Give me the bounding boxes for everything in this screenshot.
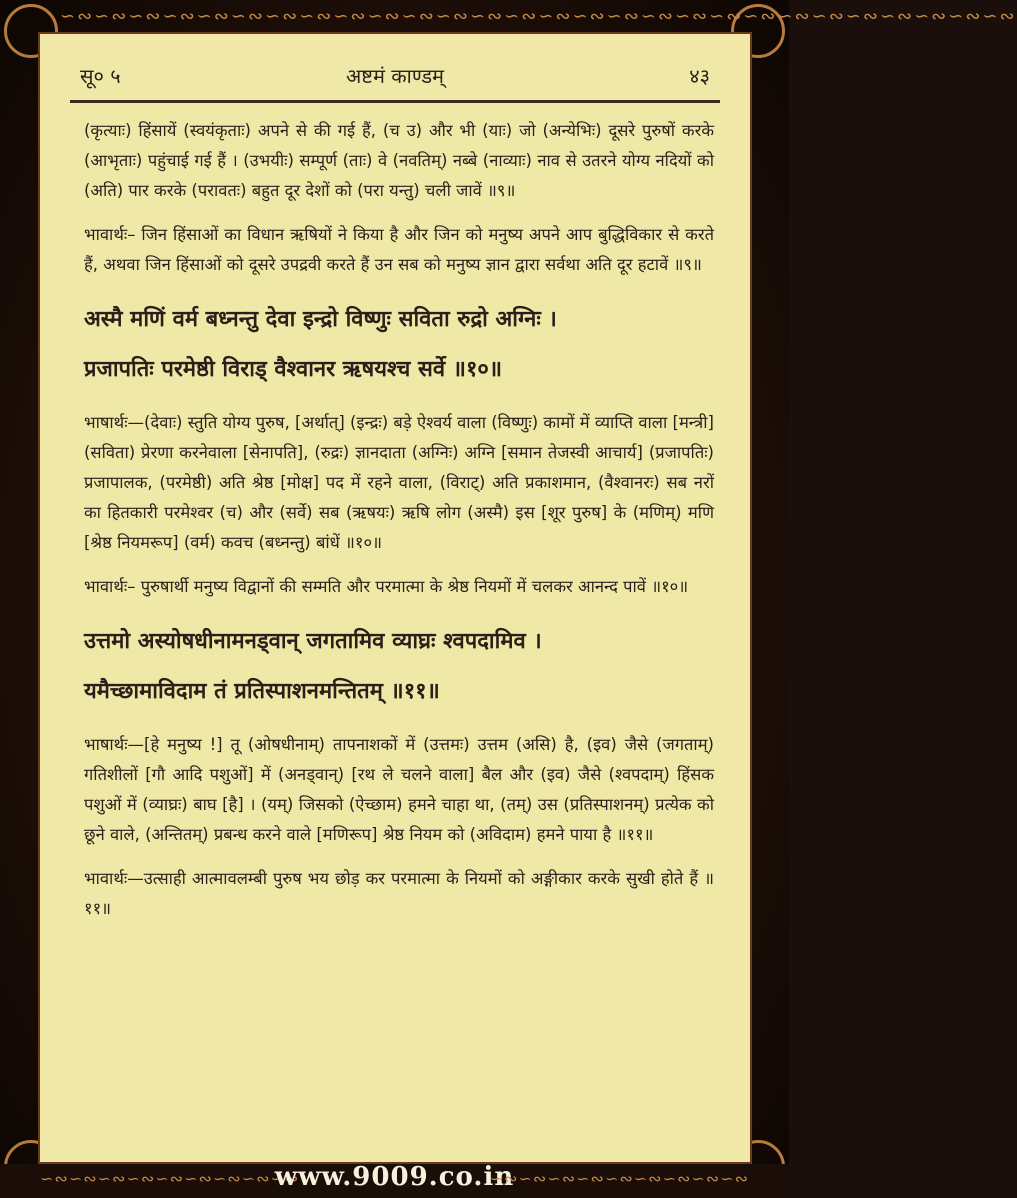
footer-ornament-right: ∽∾∽∾∽∾∽∾∽∾∽∾∽∾∽∾∽∾ <box>489 1169 749 1188</box>
top-ornament-border: ∽∾∽∾∽∾∽∾∽∾∽∾∽∾∽∾∽∾∽∾∽∾∽∾∽∾∽∾∽∾∽∾∽∾∽∾∽∾∽∾∽∾∽∾∽∾∽∾∽∾∽∾∽∾∽∾ <box>60 6 1017 27</box>
translation-10: भाषार्थः—(देवाः) स्तुति योग्य पुरुष, [अर्थात्] (इन्द्रः) बड़े ऐश्वर्य वाला (विष्णुः) कामों में व्याप्ति वाला [मन्त्री] (सविता) प्रेरणा करनेवाला [सेनापति], (रुद्रः) ज्ञानदाता (अग्निः) अग्नि [समान तेजस्वी आचार्य] (प्रजापतिः) प्रजापालक, (परमेष्ठी) अति श्रेष्ठ [मोक्ष] पद में रहने वाला, (विराट्) अति प्रकाशमान, (वैश्वानरः) सब नरों का हितकारी परमेश्वर (च) और (सर्वे) सब (ऋषयः) ऋषि लोग (अस्मै) इस [शूर पुरुष] के (मणिम्) मणि [श्रेष्ठ नियमरूप] (वर्म) कवच (बध्नन्तु) बांधें ॥१०॥ <box>84 413 714 552</box>
bhavarth-9: भावार्थः– जिन हिंसाओं का विधान ऋषियों ने किया है और जिन को मनुष्य अपने आप बुद्धिविकार से करते हैं, अथवा जिन हिंसाओं को दूसरे उपद्रवी करते हैं उन सब को मनुष्य ज्ञान द्वारा सर्वथा अति दूर हटावें ॥९॥ <box>84 225 714 274</box>
book-page <box>38 32 752 1164</box>
chapter-title: अष्टमं काण्डम् <box>346 64 444 88</box>
verse-11 <box>84 616 714 716</box>
bhavarth-10: भावार्थः– पुरुषार्थी मनुष्य विद्वानों की सम्मति और परमात्मा के श्रेष्ठ नियमों में चलकर आनन्द पावें ॥१०॥ <box>84 577 689 596</box>
verse-10 <box>84 294 714 394</box>
sukta-number: सू० ५ <box>80 64 121 88</box>
verse-11-line-1: उत्तमो अस्योषधीनामनड्वान् जगतामिव व्याघ्रः श्वपदामिव । <box>84 628 542 654</box>
verse-10-line-1: अस्मै मणिं वर्म बध्नन्तु देवा इन्द्रो विष्णुः सविता रुद्रो अग्निः । <box>84 306 557 332</box>
header-rule <box>70 100 720 103</box>
footer-ornament-left: ∽∾∽∾∽∾∽∾∽∾∽∾∽∾∽∾∽∾ <box>40 1169 300 1188</box>
translation-11: भाषार्थः—[हे मनुष्य !] तू (ओषधीनाम्) तापनाशकों में (उत्तमः) उत्तम (असि) है, (इव) जैसे (जगताम्) गतिशीलों [गौ आदि पशुओं] में (अनड्वान्) [रथ ले चलने वाला] बैल और (इव) जैसे (श्वपदाम्) हिंसक पशुओं में (व्याघ्रः) बाघ [है] । (यम्) जिसको (ऐच्छाम) हमने चाहा था, (तम्) उस (प्रतिस्पाशनम्) प्रत्येक को छूने वाले, (अन्तितम्) प्रबन्ध करने वाले [मणिरूप] श्रेष्ठ नियम को (अविदाम) हमने पाया है ॥११॥ <box>84 735 714 844</box>
page-number: ४३ <box>689 64 710 88</box>
bhavarth-11: भावार्थः—उत्साही आत्मावलम्बी पुरुष भय छोड़ कर परमात्मा के नियमों को अङ्गीकार करके सुखी होते हैं ॥११॥ <box>84 869 714 918</box>
website-link[interactable]: www.9009.co.in <box>274 1162 515 1192</box>
page-header <box>80 56 710 92</box>
translation-9: (कृत्याः) हिंसायें (स्वयंकृताः) अपने से की गई हैं, (च उ) और भी (याः) जो (अन्येभिः) दूसरे पुरुषों करके (आभृताः) पहुंचाई गई हैं । (उभयीः) सम्पूर्ण (ताः) वे (नवतिम्) नब्बे (नाव्याः) नाव से उतरने योग्य नदियों को (अति) पार करके (परावतः) बहुत दूर देशों को (परा यन्तु) चली जावें ॥९॥ <box>84 121 714 200</box>
verse-11-line-2: यमैच्छामाविदाम तं प्रतिस्पाशनमन्तितम् ॥११॥ <box>84 678 440 704</box>
verse-10-line-2: प्रजापतिः परमेष्ठी विराड् वैश्वानर ऋषयश्च सर्वे ॥१०॥ <box>84 356 502 382</box>
page-content <box>84 116 714 938</box>
